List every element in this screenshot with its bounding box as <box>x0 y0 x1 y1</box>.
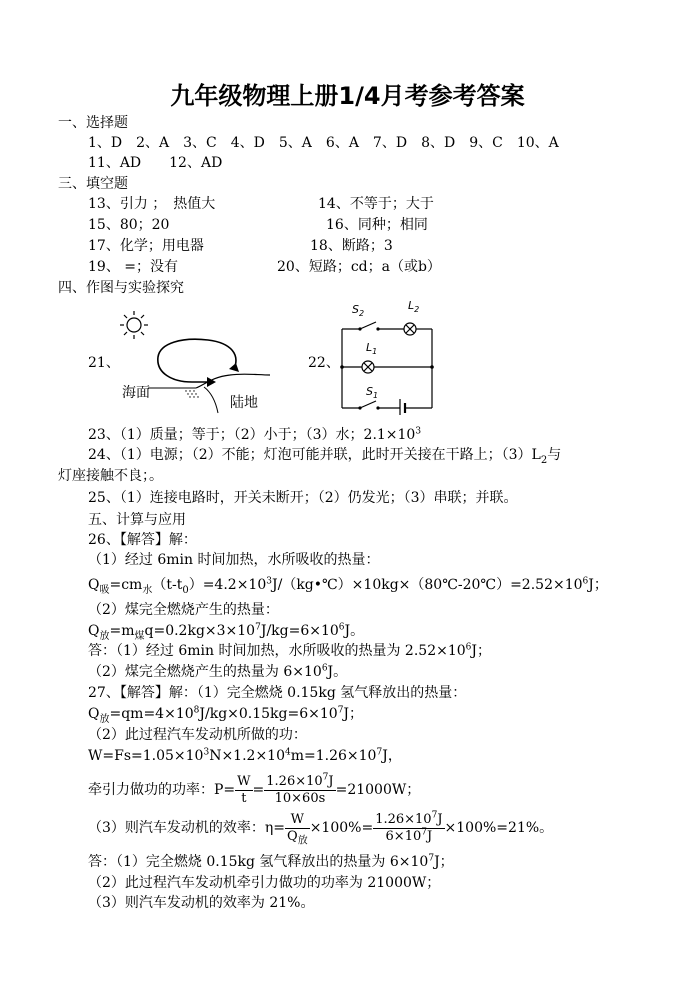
f <box>373 812 444 829</box>
f: （3）则汽车发动机的效率：η= <box>88 820 286 836</box>
f: J <box>426 828 433 844</box>
q27-answer1 <box>88 853 454 871</box>
f: =cm <box>109 577 143 593</box>
f: 6 <box>465 642 472 653</box>
f: 7 <box>431 810 438 821</box>
f: 7 <box>337 705 344 716</box>
f: Q <box>88 577 100 593</box>
svg-text:L2 <box>408 299 419 314</box>
f: 放 <box>99 713 110 725</box>
f: J/kg=6×10 <box>260 623 339 639</box>
f: J。 <box>344 623 365 639</box>
land-label: 陆地 <box>230 395 258 411</box>
f: Q <box>88 706 100 722</box>
f: 6 <box>582 576 589 587</box>
f: 放 <box>99 630 110 642</box>
label-s2: S <box>352 303 359 316</box>
section-heading-experiment: 四、作图与实验探究 <box>58 280 184 296</box>
f: 1.26×10 <box>375 811 432 827</box>
f: 7 <box>428 853 435 864</box>
f: 4 <box>285 747 291 758</box>
f: m=1.26×10 <box>290 748 377 764</box>
choice-answers-row2: 11、AD 12、AD <box>88 155 223 171</box>
f: 6 <box>338 622 345 633</box>
arrowhead-icon <box>229 363 239 372</box>
f: ）=4.2×10 <box>188 577 267 593</box>
sea-label: 海面 <box>122 385 150 401</box>
f: （2）煤完全燃烧产生的热量为 6×10 <box>88 664 322 680</box>
q26-answer2 <box>88 663 347 681</box>
figure-sea-breeze <box>112 303 272 415</box>
switch-s1-blade <box>360 401 376 408</box>
f: J <box>328 773 334 789</box>
f: Q <box>88 623 100 639</box>
figure-circuit <box>330 295 442 415</box>
label-l1-sub: 1 <box>372 347 378 356</box>
q26-step1: （1）经过 6min 时间加热，水所吸收的热量： <box>88 552 380 568</box>
section-heading-choice: 一、选择题 <box>58 115 128 131</box>
f: 水 <box>142 584 153 596</box>
sun-icon <box>120 311 148 339</box>
q27-answer2: （2）此过程汽车发动机牵引力做功的功率为 21000W； <box>88 875 441 891</box>
f: J。 <box>327 664 348 680</box>
f: 6×10 <box>385 828 422 844</box>
switch-s2-blade <box>360 322 376 329</box>
q27-efficiency <box>88 810 553 846</box>
f: N×1.2×10 <box>209 748 285 764</box>
q27-formula2 <box>88 747 402 765</box>
answer-q24-sub: 2 <box>540 454 548 466</box>
svg-text:S2 <box>352 303 364 318</box>
f: J； <box>343 706 364 722</box>
fraction <box>264 774 335 807</box>
sea-hatching <box>185 390 198 397</box>
answer-q16: 16、同种；相同 <box>326 217 428 233</box>
f: t <box>241 790 247 806</box>
f: 0 <box>182 584 189 596</box>
label-s1-sub: 1 <box>372 391 379 400</box>
answer-q20: 20、短路；cd；a（或b） <box>277 259 441 275</box>
label-l1: L <box>366 341 373 354</box>
answer-q25: 25、（1）连接电路时，开关未断开；（2）仍发光；（3）串联；并联。 <box>88 490 518 506</box>
q27-answer3: （3）则汽车发动机的效率为 21%。 <box>88 895 315 911</box>
q26-step2: （2）煤完全燃烧产生的热量： <box>88 602 279 618</box>
f <box>264 774 335 791</box>
answer-q24-text: 24、（1）电源；（2）不能；灯泡可能并联，此时开关接在干路上；（3）L <box>88 447 541 463</box>
q26-formula1 <box>88 576 608 594</box>
page-title: 九年级物理上册1/4月考参考答案 <box>170 82 525 110</box>
f: 6 <box>321 663 328 674</box>
f: Q <box>287 828 298 844</box>
f: = <box>252 782 265 798</box>
f: 7 <box>421 827 427 838</box>
f <box>285 829 310 845</box>
q27-power <box>88 772 420 808</box>
q26-answer1 <box>88 642 491 660</box>
q27-formula1 <box>88 705 363 723</box>
answer-q23-text: 23、（1）质量；等于；（2）小于；（3）水；2.1×10 <box>88 427 416 443</box>
f: J； <box>471 643 492 659</box>
section-heading-fill: 三、填空题 <box>58 176 128 192</box>
f: J， <box>382 748 402 764</box>
fraction <box>373 812 444 845</box>
answer-q24 <box>88 446 561 464</box>
label-s1: S <box>366 385 373 398</box>
answer-q19: 19、 =；没有 <box>88 259 178 275</box>
f: （t-t <box>152 577 183 593</box>
f: 10×60s <box>274 790 326 806</box>
choice-answers-row1: 1、D 2、A 3、C 4、D 5、A 6、A 7、D 8、D 9、C 10、A <box>88 135 559 151</box>
f: 8 <box>193 705 200 716</box>
f: 煤 <box>134 630 145 642</box>
f: 3 <box>203 747 210 758</box>
f: 7 <box>376 747 383 758</box>
answer-q23-sup: 3 <box>415 426 422 437</box>
answer-q18: 18、断路；3 <box>310 238 393 254</box>
svg-text:L1 <box>366 341 377 356</box>
f: ×100%= <box>309 820 374 836</box>
f: ×100%=21%。 <box>444 820 554 836</box>
fraction <box>235 774 252 807</box>
label-s2-sub: 2 <box>358 309 365 318</box>
f: 放 <box>297 835 308 847</box>
f: W <box>285 812 310 829</box>
answer-q15: 15、80；20 <box>88 217 170 233</box>
f: 3 <box>266 576 272 587</box>
q27-step2: （2）此过程汽车发动机所做的功： <box>88 727 307 743</box>
f: =21000W； <box>335 782 421 798</box>
f: 牵引力做功的功率：P= <box>88 782 236 798</box>
svg-text:S1 <box>366 385 378 400</box>
f: 吸 <box>99 584 110 596</box>
f: 1.26×10 <box>266 773 323 789</box>
f <box>373 829 444 845</box>
answer-q21-label: 21、 <box>88 355 120 371</box>
f: J； <box>434 854 454 870</box>
section-heading-calc: 五、计算与应用 <box>88 512 186 528</box>
answer-q13: 13、引力 ； 热值大 <box>88 196 216 212</box>
f: 7 <box>255 622 261 633</box>
land-slope <box>204 387 218 413</box>
label-l2: L <box>408 299 415 312</box>
label-l2-sub: 2 <box>414 305 420 314</box>
f: J/kg×0.15kg=6×10 <box>199 706 338 722</box>
answer-q23 <box>88 426 421 444</box>
f: q=0.2kg×3×10 <box>144 623 256 639</box>
f: 答：（1）完全燃烧 0.15kg 氢气释放出的热量为 6×10 <box>88 854 429 870</box>
f: J； <box>588 577 608 593</box>
f: J/（kg•℃）×10kg×（80℃-20℃）=2.52×10 <box>271 577 583 593</box>
f: 7 <box>322 772 329 783</box>
f: =m <box>109 623 135 639</box>
f: J <box>437 811 443 827</box>
f: W=Fs=1.05×10 <box>88 748 204 764</box>
answer-q17: 17、化学；用电器 <box>88 238 204 254</box>
answer-q22-label: 22、 <box>308 355 340 371</box>
f: W <box>237 773 251 789</box>
f: =qm=4×10 <box>109 706 194 722</box>
q26-head: 26、【解答】解： <box>88 532 197 548</box>
answer-q24-tail: 与 <box>547 447 562 463</box>
q27-head: 27、【解答】解：（1）完全燃烧 0.15kg 氢气释放出的热量： <box>88 685 467 701</box>
f: 答：（1）经过 6min 时间加热，水所吸收的热量为 2.52×10 <box>88 643 466 659</box>
answer-q14: 14、不等于；大于 <box>318 196 434 212</box>
q26-formula2 <box>88 622 364 640</box>
answer-q24-cont: 灯座接触不良；。 <box>58 468 163 484</box>
fraction <box>285 812 310 845</box>
